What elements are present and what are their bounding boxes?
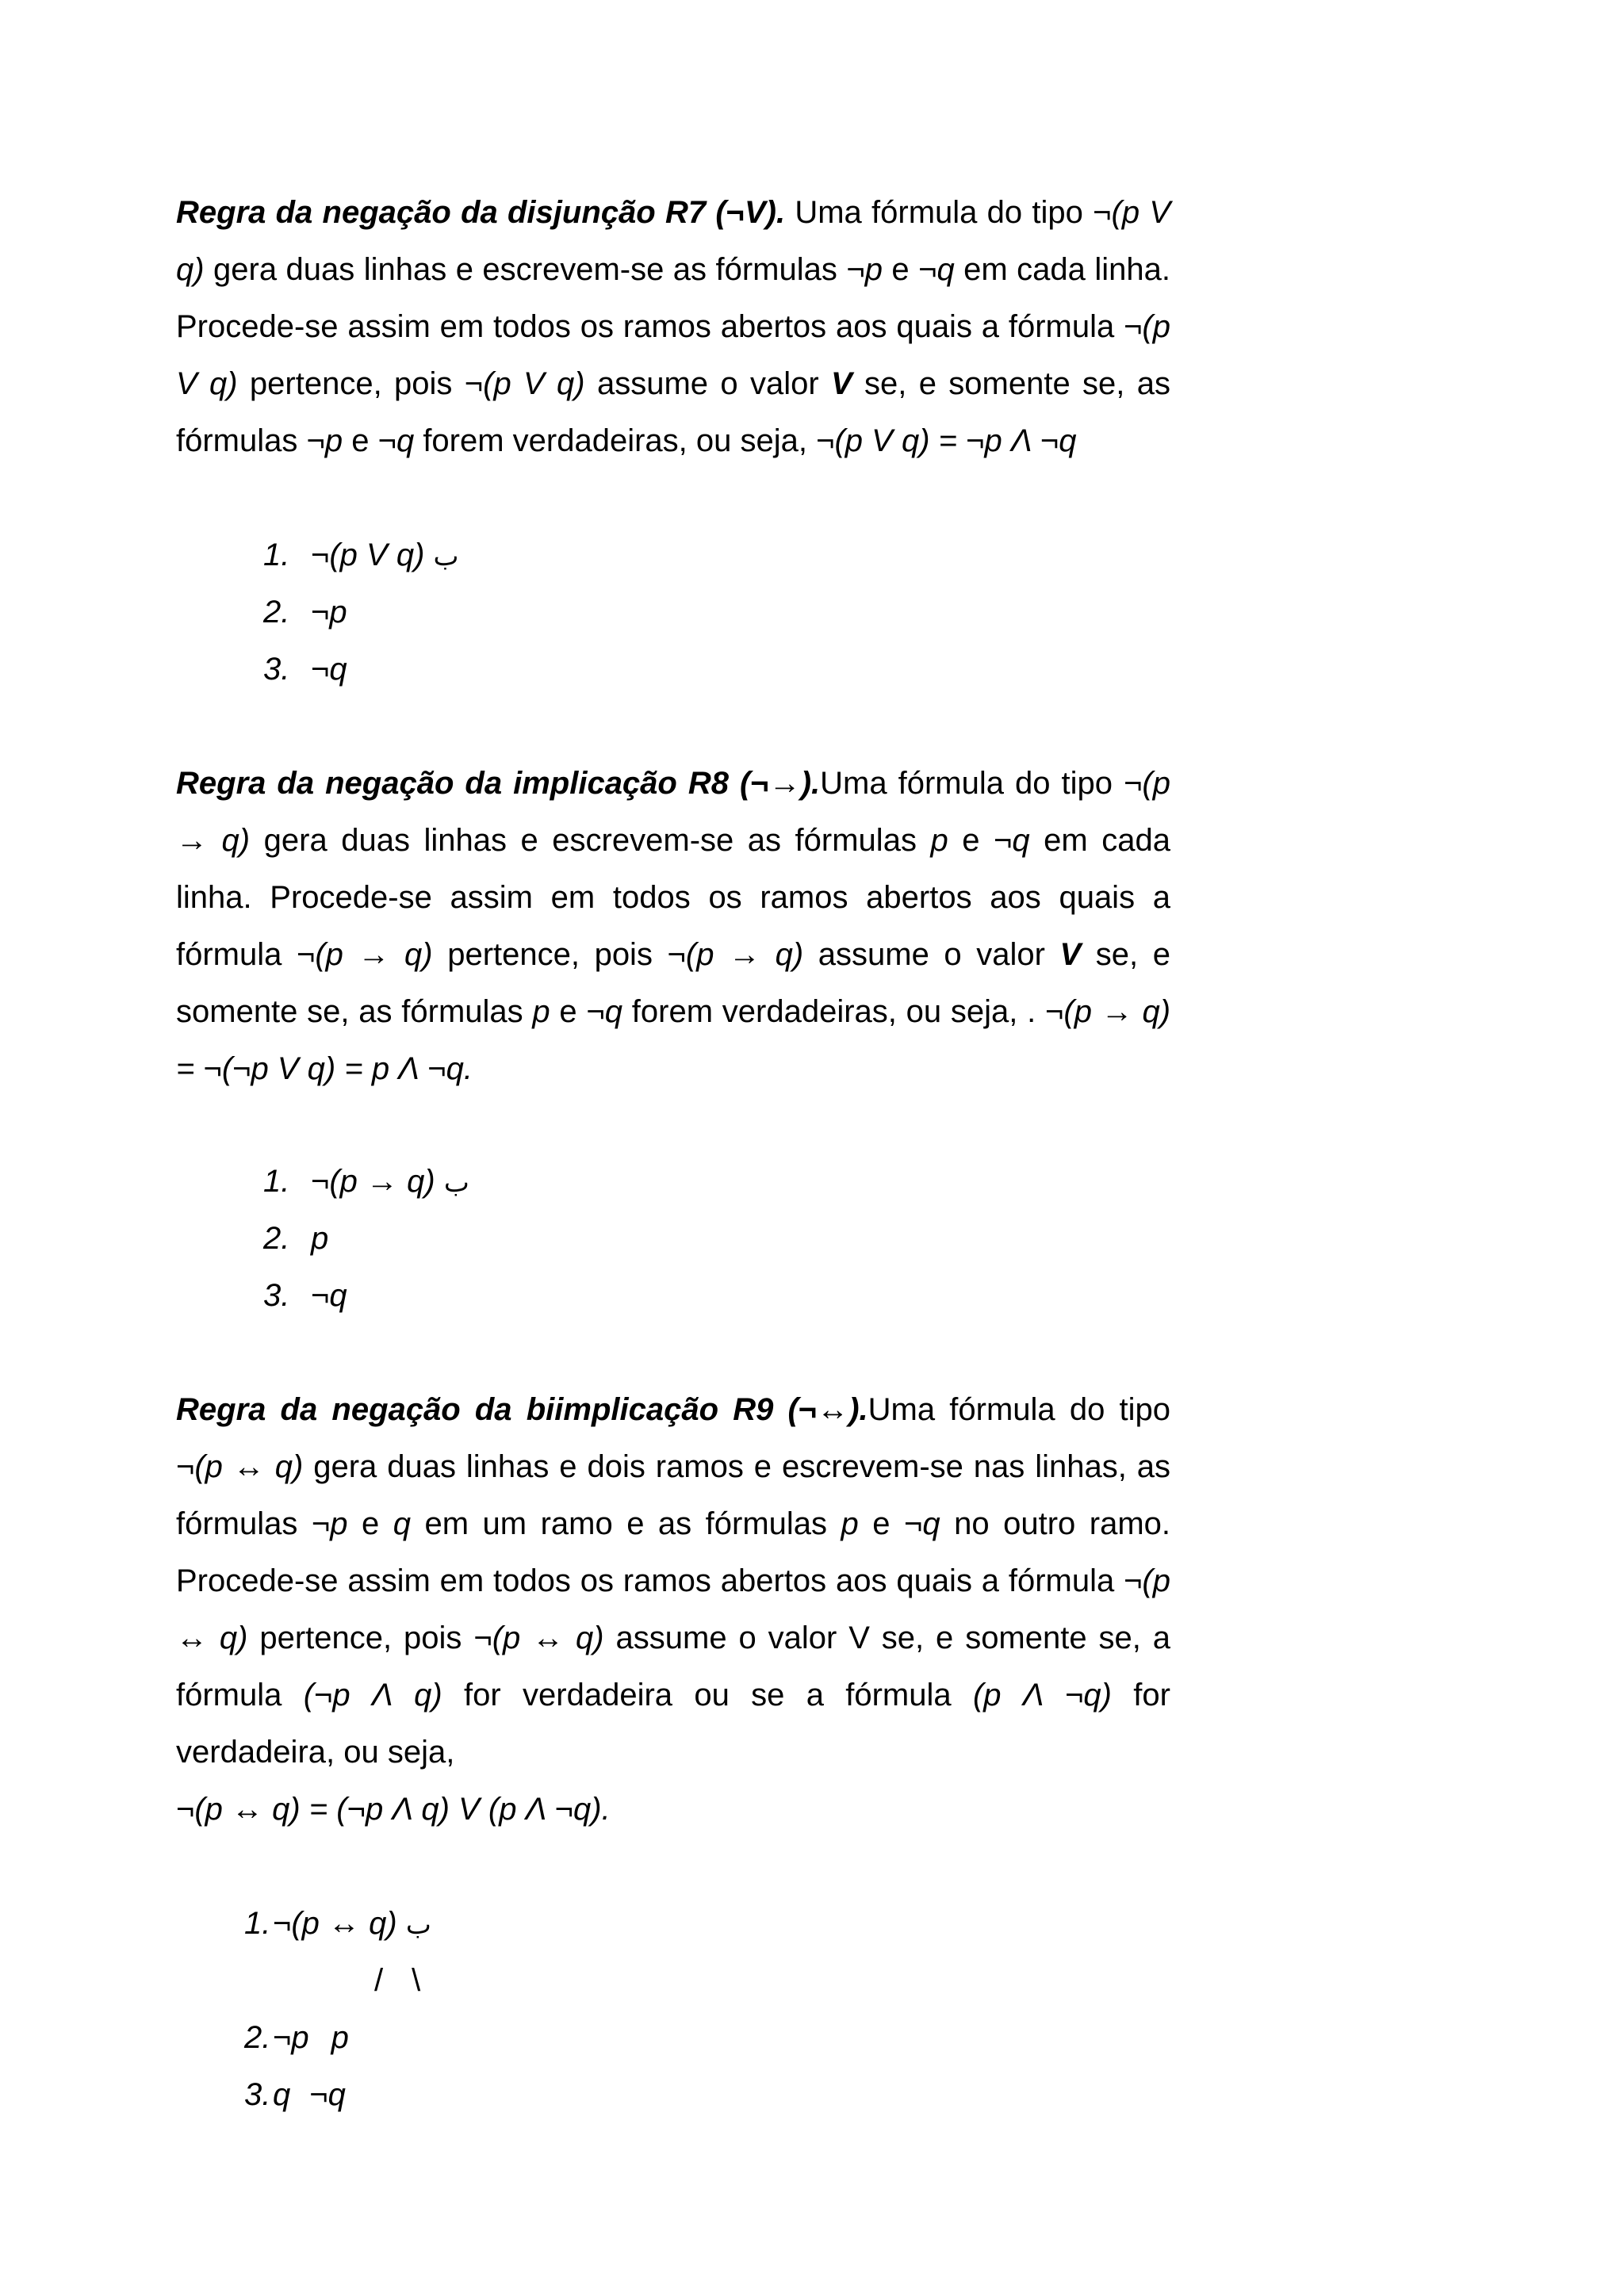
section-r9-tableau [244,1895,431,2123]
section-r7-paragraph: Regra da negação da disjunção R7 (¬V). Uma fórmula do tipo ¬(p V q) gera duas linhas e escrevem-se as fórmulas ¬p e ¬q em cada linha. Procede-se assim em todos os ramos abertos aos quais a fórmula ¬(p V q) pertence, pois ¬(p V q) assume o valor V se, e somente se, as fórmulas ¬p e ¬q forem verdadeiras, ou seja, ¬(p V q) = ¬p Λ ¬q [176,195,1171,458]
tableau-row: 2. ¬p [263,595,347,629]
tableau-row: 1. ¬(p V q) ب [263,538,459,572]
tableau-row: 3. ¬q [263,1278,347,1313]
section-r8-tableau [263,1153,469,1324]
tableau-row: 1.¬(p ↔ q) ب [244,1906,431,1941]
section-r9-equivalence: ¬(p ↔ q) = (¬p Λ q) V (p Λ ¬q). [176,1792,611,1827]
checkmark-icon: ب [405,1910,431,1940]
section-r7-tableau [263,526,459,698]
tableau-branch: / \ [374,1963,421,1998]
tableau-row: 1. ¬(p → q) ب [263,1164,469,1199]
section-r8-paragraph: Regra da negação da implicação R8 (¬→).Uma fórmula do tipo ¬(p → q) gera duas linhas e escrevem-se as fórmulas p e ¬q em cada linha. Procede-se assim em todos os ramos abertos aos quais a fórmula ¬(p → q) pertence, pois ¬(p → q) assume o valor V se, e somente se, as fórmulas p e ¬q forem verdadeiras, ou seja, . ¬(p → q) = ¬(¬p V q) = p Λ ¬q. [176,766,1171,1086]
tableau-row: 2.¬p p [244,2020,349,2055]
section-r9-title: Regra da negação da biimplicação R9 (¬↔). [176,1392,868,1427]
tableau-row: 2. p [263,1221,329,1256]
checkmark-icon: ب [433,541,459,572]
tableau-row: 3. ¬q [263,652,347,687]
section-r9-paragraph: Regra da negação da biimplicação R9 (¬↔).Uma fórmula do tipo ¬(p ↔ q) gera duas linhas e dois ramos e escrevem-se nas linhas, as fórmulas ¬p e q em um ramo e as fórmulas p e ¬q no outro ramo. Procede-se assim em todos os ramos abertos aos quais a fórmula ¬(p ↔ q) pertence, pois ¬(p ↔ q) assume o valor V se, e somente se, a fórmula (¬p Λ q) for verdadeira ou se a fórmula (p Λ ¬q) for verdadeira, ou seja, [176,1392,1171,1770]
section-r8-title: Regra da negação da implicação R8 (¬→). [176,766,821,801]
section-r7-title: Regra da negação da disjunção R7 (¬V). [176,195,786,230]
checkmark-icon: ب [443,1168,469,1198]
tableau-row: 3.q ¬q [244,2077,346,2112]
